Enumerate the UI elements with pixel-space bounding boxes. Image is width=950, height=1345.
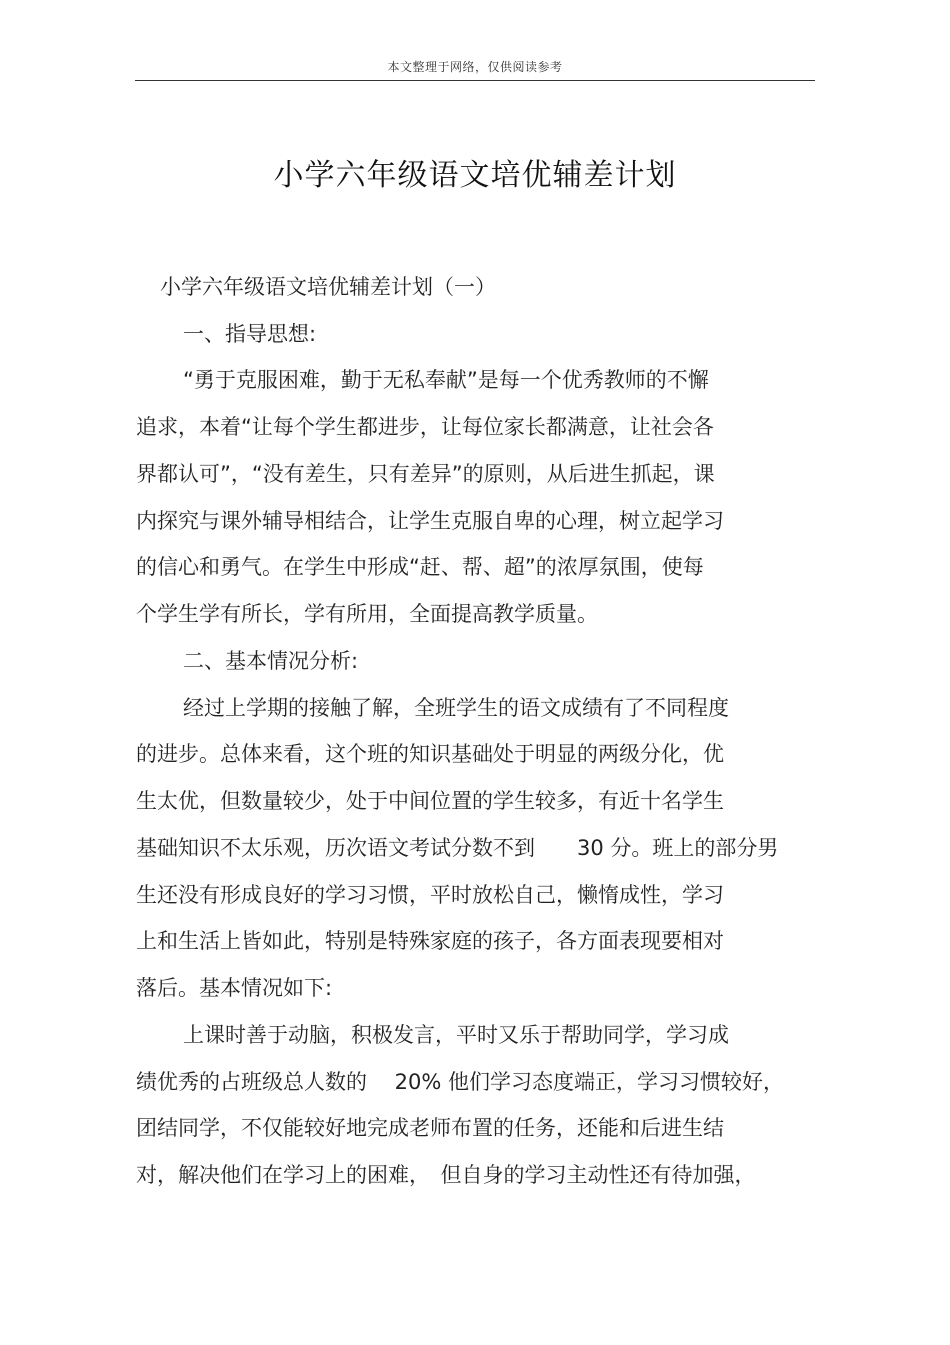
paragraph-line: 追求，本着“让每个学生都进步，让每位家长都满意，让社会各 [136,415,714,439]
paragraph-line: 个学生学有所长，学有所用，全面提高教学质量。 [136,602,598,626]
paragraph-line: 的进步。总体来看，这个班的知识基础处于明显的两级分化，优 [136,742,724,766]
section-heading: 一、指导思想: [183,322,317,346]
paragraph-line: 生还没有形成良好的学习习惯，平时放松自己，懒惰成性，学习 [136,883,724,907]
document-subtitle: 小学六年级语文培优辅差计划（一） [160,275,496,299]
paragraph-line: 界都认可”，“没有差生，只有差异”的原则，从后进生抓起，课 [136,462,715,486]
paragraph-line: “勇于克服困难，勤于无私奉献”是每一个优秀教师的不懈 [183,368,709,392]
header-divider [135,80,815,81]
paragraph-line: 上和生活上皆如此，特别是特殊家庭的孩子，各方面表现要相对 [136,929,724,953]
paragraph-line: 的信心和勇气。在学生中形成“赶、帮、超”的浓厚氛围，使每 [136,555,704,579]
paragraph-line: 内探究与课外辅导相结合，让学生克服自卑的心理，树立起学习 [136,509,724,533]
document-title: 小学六年级语文培优辅差计划 [273,158,677,193]
page-header: 本文整理于网络，仅供阅读参考 [387,60,563,74]
paragraph-line: 生太优，但数量较少，处于中间位置的学生较多，有近十名学生 [136,789,724,813]
section-heading: 二、基本情况分析: [183,649,359,673]
paragraph-line: 经过上学期的接触了解，全班学生的语文成绩有了不同程度 [183,696,729,720]
paragraph-line: 对，解决他们在学习上的困难， 但自身的学习主动性还有待加强， [136,1163,756,1187]
paragraph-line: 绩优秀的占班级总人数的 20% 他们学习态度端正，学习习惯较好， [136,1070,785,1094]
paragraph-line: 团结同学，不仅能较好地完成老师布置的任务，还能和后进生结 [136,1116,724,1140]
paragraph-line: 上课时善于动脑，积极发言，平时又乐于帮助同学，学习成 [183,1023,729,1047]
paragraph-line: 落后。基本情况如下: [136,976,333,1000]
paragraph-line: 基础知识不太乐观，历次语文考试分数不到 30 分。班上的部分男 [136,836,779,860]
